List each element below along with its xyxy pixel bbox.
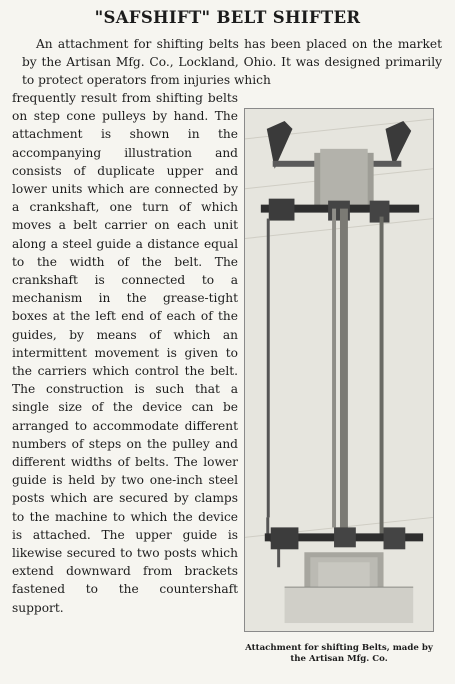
article-intro-paragraph: An attachment for shifting belts has been placed on the market by the Artisan Mfg. Co., Lockland, Ohio. It was designed primarily to protect operators from injuries which [22,37,442,87]
article-title: "SAFSHIFT" BELT SHIFTER [94,8,361,27]
figure-caption: Attachment for shifting Belts, made by the Artisan Mfg. Co. [245,643,433,664]
belt-shifter-drawing [245,109,433,631]
belt-shifter-illustration [244,108,434,632]
article-body-column: frequently result from shifting belts on step cone pulleys by hand. The attachment is shown in the accompanying illustration and consists of duplicate upper and lower units which are connected by a crankshaft, one turn of which moves a belt carrier on each unit along a steel guide a distance equal to the width of the belt. The crankshaft is connected to a mechanism in the grease-tight boxes at the left end of each of the guides, by means of which an intermittent movement is given to the carriers which control the belt. The construction is such that a single size of the device can be arranged to accommodate different numbers of steps on the pulley and different widths of belts. The lower guide is held by two one-inch steel posts which are secured by clamps to the machine to which the device is attached. The upper guide is likewise secured to two posts which extend downward from brackets fastened to the countershaft support. [12,91,238,615]
